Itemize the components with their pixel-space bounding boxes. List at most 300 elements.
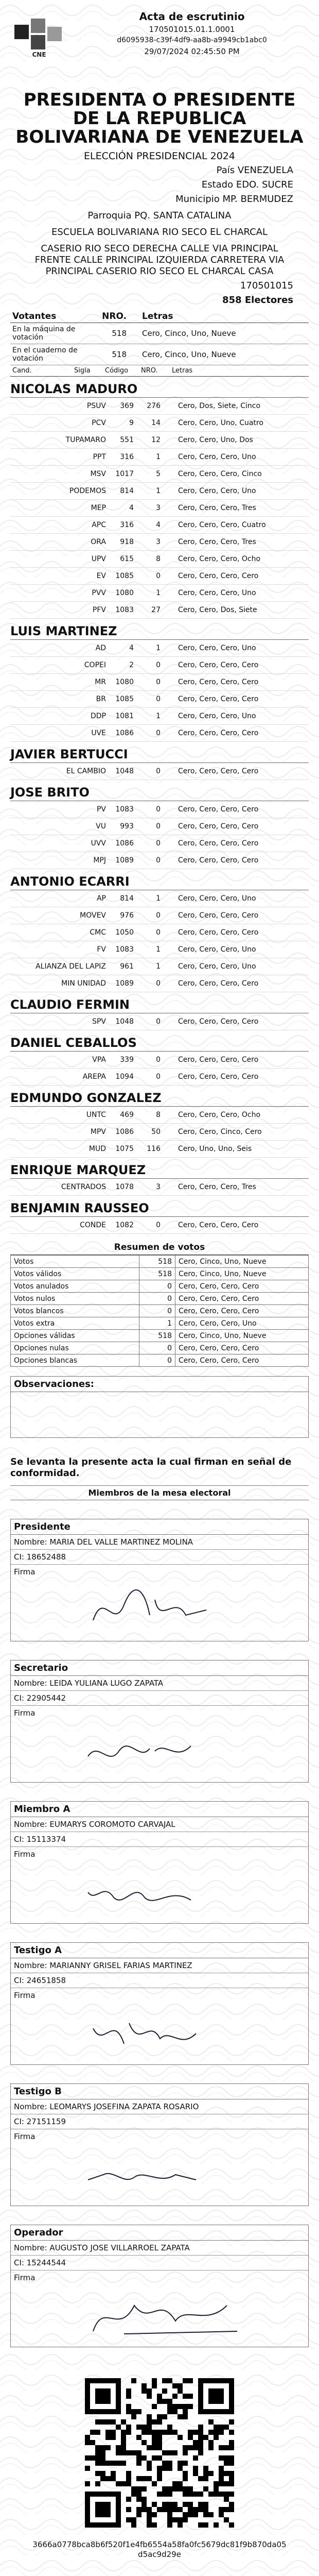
resumen-label: Opciones blancas [11, 1354, 139, 1367]
party-votes: 1 [156, 712, 161, 720]
party-votes: 8 [156, 555, 161, 563]
observaciones-box [10, 1376, 309, 1438]
party-row [10, 602, 309, 619]
cne-logo-icon [10, 14, 68, 59]
party-row [10, 500, 309, 517]
party-row [10, 852, 309, 869]
party-votes: 1 [156, 487, 161, 495]
party-votes-words: Cero, Cero, Cero, Cero [178, 661, 259, 669]
party-votes: 8 [156, 1111, 161, 1119]
qr-code-icon [85, 2378, 234, 2528]
party-name: MPJ [93, 856, 106, 865]
resumen-words: Cero, Cero, Cero, Cero [175, 1354, 309, 1367]
signing-note: Se levanta la presente acta la cual firman en señal de conformidad. [10, 1456, 292, 1479]
party-name: PSUV [86, 402, 106, 410]
member-signature-label: Firma [14, 2273, 36, 2282]
party-sigla: 1094 [115, 1073, 134, 1081]
party-votes: 0 [156, 822, 161, 831]
member-name: Nombre: MARIANNY GRISEL FARIAS MARTINEZ [11, 1958, 308, 1973]
party-sigla: 1083 [115, 805, 134, 814]
party-sigla: 1080 [115, 589, 134, 597]
party-sigla: 1083 [115, 606, 134, 614]
resumen-words: Cero, Cero, Cero, Uno [175, 1317, 309, 1330]
party-votes-words: Cero, Cero, Uno, Dos [178, 436, 253, 444]
acta-uuid: d6095938-c39f-4df9-aa8b-a9949cb1abc0 [117, 36, 267, 44]
party-row [10, 763, 309, 780]
party-name: AP [96, 894, 106, 903]
party-sigla: 4 [129, 504, 134, 512]
party-votes: 3 [156, 538, 161, 546]
member-signature-label: Firma [14, 1567, 36, 1577]
party-name: COPEI [84, 661, 106, 669]
resumen-row [11, 1268, 309, 1280]
party-name: UNTC [86, 1111, 106, 1119]
acta-hash: 3666a0778bca8b6f520f1e4fb6554a58fa0fc5679dc81f9b870da05d5ac9d29e [32, 2540, 287, 2559]
party-votes-words: Cero, Cero, Cero, Uno [178, 962, 256, 971]
party-sigla: 1082 [115, 1221, 134, 1229]
member-signature-label: Firma [14, 2132, 36, 2141]
election-office-title: PRESIDENTA O PRESIDENTE DE LA REPUBLICA BOLIVARIANA DE VENEZUELA [15, 90, 304, 147]
sub-sigla: Sigla [74, 367, 91, 375]
party-name: UPV [91, 555, 106, 563]
party-sigla: 615 [120, 555, 134, 563]
party-row [10, 551, 309, 568]
party-row [10, 483, 309, 500]
resumen-row [11, 1317, 309, 1330]
party-votes-words: Cero, Cero, Cero, Cero [178, 678, 259, 686]
party-row [10, 958, 309, 975]
party-row [10, 725, 309, 742]
resumen-num: 0 [139, 1280, 175, 1293]
party-name: BR [96, 695, 106, 703]
party-sigla: 1078 [115, 1183, 134, 1191]
party-name: ORA [91, 538, 106, 546]
candidate-name: ENRIQUE MARQUEZ [10, 1161, 309, 1179]
party-votes: 1 [156, 644, 161, 652]
party-votes-words: Cero, Cero, Cero, Cinco [178, 470, 262, 478]
candidate-name: DANIEL CEBALLOS [10, 1033, 309, 1052]
party-name: AD [95, 644, 106, 652]
party-row [10, 674, 309, 691]
member-card [10, 1942, 309, 2065]
party-votes-words: Cero, Cero, Cero, Uno [178, 945, 256, 954]
party-votes-words: Cero, Cero, Cero, Cero [178, 572, 259, 580]
party-sigla: 369 [120, 402, 134, 410]
resumen-label: Votos válidos [11, 1268, 139, 1280]
resumen-words: Cero, Cero, Cero, Cero [175, 1305, 309, 1317]
party-row [10, 432, 309, 449]
sub-letras: Letras [172, 367, 193, 375]
party-name: FV [97, 945, 106, 954]
resumen-words: Cero, Cero, Cero, Cero [175, 1293, 309, 1305]
party-votes-words: Cero, Cero, Cero, Ocho [178, 1111, 261, 1119]
member-signature [11, 1579, 308, 1641]
votantes-words: Cero, Cinco, Uno, Nueve [129, 323, 309, 344]
party-name: MOVEV [80, 911, 106, 920]
resumen-words: Cero, Cinco, Uno, Nueve [175, 1256, 309, 1268]
party-name: PODEMOS [69, 487, 106, 495]
party-row [10, 941, 309, 958]
party-name: PV [96, 805, 106, 814]
resumen-label: Votos blancos [11, 1305, 139, 1317]
member-signature [11, 2144, 308, 2206]
resumen-row [11, 1256, 309, 1268]
sub-cand: Cand. [12, 367, 32, 375]
member-signature-label: Firma [14, 1850, 36, 1859]
party-name: MUD [88, 1145, 106, 1153]
party-row [10, 1107, 309, 1124]
party-name: VU [96, 822, 106, 831]
party-votes-words: Cero, Cero, Cero, Uno [178, 453, 256, 461]
party-row [10, 975, 309, 992]
party-votes: 0 [156, 928, 161, 937]
party-votes-words: Cero, Cero, Dos, Siete [178, 606, 257, 614]
location-parish: Parroquia PQ. SANTA CATALINA [87, 210, 232, 221]
party-name: SPV [92, 1018, 106, 1026]
member-role: Testigo A [11, 1943, 308, 1958]
party-row [10, 801, 309, 818]
resumen-row [11, 1342, 309, 1354]
party-sigla: 1048 [115, 767, 134, 775]
party-name: PPT [93, 453, 106, 461]
votantes-words: Cero, Cinco, Uno, Nueve [129, 344, 309, 365]
party-row [10, 1069, 309, 1086]
resumen-label: Opciones nulas [11, 1342, 139, 1354]
member-name: Nombre: LEOMARYS JOSEFINA ZAPATA ROSARIO [11, 2099, 308, 2114]
resumen-num: 518 [139, 1268, 175, 1280]
resumen-label: Votos [11, 1256, 139, 1268]
party-votes-words: Cero, Cero, Uno, Cuatro [178, 419, 263, 427]
party-votes-words: Cero, Cero, Cero, Cero [178, 1056, 259, 1064]
party-row [10, 1013, 309, 1030]
candidate-block [10, 1033, 309, 1086]
member-signature-label: Firma [14, 1991, 36, 2000]
party-name: MSV [90, 470, 106, 478]
party-votes: 0 [156, 1018, 161, 1026]
party-votes-words: Cero, Cero, Cero, Cero [178, 729, 259, 737]
candidate-name: LUIS MARTINEZ [10, 622, 309, 640]
party-votes: 27 [151, 606, 161, 614]
location-municipality: Municipio MP. BERMUDEZ [175, 194, 293, 205]
party-name: UVE [91, 729, 106, 737]
col-letras: Letras [129, 310, 309, 323]
party-row [10, 890, 309, 907]
party-name: TUPAMARO [65, 436, 106, 444]
candidate-name: JAVIER BERTUCCI [10, 745, 309, 763]
location-state: Estado EDO. SUCRE [201, 179, 293, 190]
candidate-block [10, 1161, 309, 1196]
party-votes-words: Cero, Cero, Cero, Tres [178, 504, 256, 512]
party-votes: 0 [156, 856, 161, 865]
resumen-label: Opciones válidas [11, 1330, 139, 1342]
party-sigla: 1050 [115, 928, 134, 937]
resumen-num: 0 [139, 1305, 175, 1317]
members-list [10, 1519, 309, 2347]
party-row [10, 640, 309, 657]
party-votes: 4 [156, 521, 161, 529]
party-row [10, 449, 309, 466]
party-row [10, 1141, 309, 1158]
party-sigla: 961 [120, 962, 134, 971]
party-votes: 1 [156, 945, 161, 954]
member-signature [11, 1720, 308, 1782]
member-ci: CI: 22905442 [11, 1691, 308, 1706]
party-votes-words: Cero, Cero, Cero, Cuatro [178, 521, 266, 529]
candidate-name: JOSE BRITO [10, 783, 309, 801]
party-votes-words: Cero, Cero, Cero, Cero [178, 911, 259, 920]
party-row [10, 657, 309, 674]
acta-header [10, 8, 309, 86]
member-signature [11, 2285, 308, 2347]
party-votes-words: Cero, Cero, Cero, Cero [178, 1018, 259, 1026]
votantes-label: En la máquina de votación [10, 323, 98, 344]
party-row [10, 835, 309, 852]
member-card [10, 1660, 309, 1783]
party-votes: 12 [151, 436, 161, 444]
resumen-label: Votos extra [11, 1317, 139, 1330]
party-votes-words: Cero, Cero, Cero, Ocho [178, 555, 261, 563]
party-sigla: 814 [120, 894, 134, 903]
party-votes: 3 [156, 1183, 161, 1191]
votantes-num: 518 [98, 344, 129, 365]
sub-nro: NRO. [141, 367, 158, 375]
member-signature [11, 1861, 308, 1923]
party-sigla: 316 [120, 453, 134, 461]
party-votes: 0 [156, 1073, 161, 1081]
resumen-num: 518 [139, 1256, 175, 1268]
party-sigla: 1075 [115, 1145, 134, 1153]
party-votes-words: Cero, Cero, Cero, Cero [178, 805, 259, 814]
signature-icon [73, 2144, 319, 2206]
party-votes-words: Cero, Cero, Cero, Cero [178, 856, 259, 865]
party-sigla: 1048 [115, 1018, 134, 1026]
signature-icon [73, 1579, 319, 1641]
party-row [10, 568, 309, 585]
party-name: MR [95, 678, 106, 686]
party-votes-words: Cero, Cero, Cero, Cero [178, 822, 259, 831]
resumen-row [11, 1330, 309, 1342]
party-votes-words: Cero, Cero, Cero, Cero [178, 839, 259, 848]
party-sigla: 1085 [115, 695, 134, 703]
party-sigla: 551 [120, 436, 134, 444]
candidate-block [10, 380, 309, 619]
party-name: APC [92, 521, 106, 529]
member-signature-label: Firma [14, 1708, 36, 1718]
party-votes: 1 [156, 894, 161, 903]
candidate-subheader [10, 365, 309, 377]
party-name: CONDE [80, 1221, 106, 1229]
member-name: Nombre: MARIA DEL VALLE MARTINEZ MOLINA [11, 1535, 308, 1550]
candidate-block [10, 995, 309, 1030]
party-sigla: 1089 [115, 979, 134, 988]
party-votes: 0 [156, 678, 161, 686]
member-card [10, 1801, 309, 1924]
resumen-words: Cero, Cero, Cero, Cero [175, 1342, 309, 1354]
party-votes: 1 [156, 589, 161, 597]
votantes-row [10, 323, 309, 344]
party-sigla: 4 [129, 644, 134, 652]
candidate-name: EDMUNDO GONZALEZ [10, 1089, 309, 1107]
party-row [10, 415, 309, 432]
votantes-row [10, 344, 309, 365]
party-votes: 0 [156, 767, 161, 775]
party-sigla: 1086 [115, 839, 134, 848]
resumen-num: 0 [139, 1354, 175, 1367]
member-ci: CI: 27151159 [11, 2114, 308, 2129]
party-votes-words: Cero, Cero, Cero, Uno [178, 894, 256, 903]
member-card [10, 2225, 309, 2347]
party-sigla: 316 [120, 521, 134, 529]
resumen-row [11, 1354, 309, 1367]
resumen-words: Cero, Cinco, Uno, Nueve [175, 1268, 309, 1280]
party-votes: 1 [156, 962, 161, 971]
candidate-name: ANTONIO ECARRI [10, 872, 309, 890]
party-name: EL CAMBIO [66, 767, 106, 775]
party-row [10, 466, 309, 483]
party-name: VPA [92, 1056, 106, 1064]
member-role: Miembro A [11, 1802, 308, 1817]
party-votes: 5 [156, 470, 161, 478]
party-votes-words: Cero, Uno, Uno, Seis [178, 1145, 252, 1153]
resumen-words: Cero, Cinco, Uno, Nueve [175, 1330, 309, 1342]
location-address: CASERIO RIO SECO DERECHA CALLE VIA PRINCIPAL FRENTE CALLE PRINCIPAL IZQUIERDA CARRETERA VIA PRINCIPAL CASERIO RIO SECO EL CHARCAL CASA [34, 243, 285, 277]
party-row [10, 691, 309, 708]
party-votes: 3 [156, 504, 161, 512]
votantes-label: En el cuaderno de votación [10, 344, 98, 365]
party-votes: 0 [156, 729, 161, 737]
member-role: Secretario [11, 1660, 308, 1676]
party-name: AREPA [82, 1073, 106, 1081]
party-name: EV [96, 572, 106, 580]
member-card [10, 2083, 309, 2206]
resumen-title: Resumen de votos [10, 1242, 309, 1255]
members-title: Miembros de la mesa electoral [10, 1485, 309, 1500]
signature-icon [73, 2285, 319, 2347]
party-name: UVV [91, 839, 106, 848]
party-sigla: 339 [120, 1056, 134, 1064]
member-name: Nombre: EUMARYS COROMOTO CARVAJAL [11, 1817, 308, 1832]
member-ci: CI: 15244544 [11, 2256, 308, 2270]
resumen-num: 1 [139, 1317, 175, 1330]
party-votes-words: Cero, Cero, Cero, Uno [178, 644, 256, 652]
member-name: Nombre: LEIDA YULIANA LUGO ZAPATA [11, 1676, 308, 1691]
party-name: PVV [92, 589, 106, 597]
party-sigla: 1081 [115, 712, 134, 720]
party-sigla: 1089 [115, 856, 134, 865]
resumen-num: 0 [139, 1342, 175, 1354]
member-role: Operador [11, 2225, 308, 2241]
location-country: País VENEZUELA [216, 165, 293, 176]
signature-icon [73, 2003, 319, 2064]
party-votes: 116 [147, 1145, 161, 1153]
center-code: 170501015 [240, 280, 293, 291]
party-name: PCV [92, 419, 106, 427]
party-sigla: 9 [129, 419, 134, 427]
candidate-name: NICOLAS MADURO [10, 380, 309, 398]
party-sigla: 1086 [115, 1128, 134, 1136]
party-row [10, 517, 309, 534]
party-row [10, 708, 309, 725]
resumen-row [11, 1305, 309, 1317]
party-sigla: 469 [120, 1111, 134, 1119]
party-votes-words: Cero, Cero, Cero, Tres [178, 538, 256, 546]
party-sigla: 1080 [115, 678, 134, 686]
member-ci: CI: 15113374 [11, 1832, 308, 1847]
candidate-block [10, 1089, 309, 1158]
resumen-label: Votos nulos [11, 1293, 139, 1305]
party-row [10, 1217, 309, 1234]
party-votes: 50 [151, 1128, 161, 1136]
resumen-table [10, 1255, 309, 1367]
party-sigla: 1085 [115, 572, 134, 580]
party-sigla: 814 [120, 487, 134, 495]
svg-text:CNE: CNE [32, 51, 46, 58]
member-ci: CI: 24651858 [11, 1973, 308, 1988]
party-sigla: 993 [120, 822, 134, 831]
party-votes: 0 [156, 1221, 161, 1229]
party-votes-words: Cero, Cero, Cero, Cero [178, 1221, 259, 1229]
party-votes-words: Cero, Cero, Cero, Uno [178, 712, 256, 720]
member-ci: CI: 18652488 [11, 1550, 308, 1565]
party-row [10, 1124, 309, 1141]
sub-codigo: Código [105, 367, 129, 375]
candidate-block [10, 1199, 309, 1234]
party-name: ALIANZA DEL LAPIZ [36, 962, 106, 971]
party-row [10, 1052, 309, 1069]
votantes-table [10, 310, 309, 365]
party-row [10, 398, 309, 415]
party-name: MEP [91, 504, 106, 512]
party-votes: 0 [156, 695, 161, 703]
member-name: Nombre: AUGUSTO JOSE VILLARROEL ZAPATA [11, 2241, 308, 2256]
party-row [10, 907, 309, 924]
party-votes: 0 [156, 805, 161, 814]
member-role: Presidente [11, 1519, 308, 1535]
votantes-num: 518 [98, 323, 129, 344]
party-row [10, 818, 309, 835]
candidate-block [10, 872, 309, 992]
party-votes-words: Cero, Cero, Cero, Uno [178, 589, 256, 597]
col-nro: NRO. [98, 310, 129, 323]
party-votes-words: Cero, Dos, Siete, Cinco [178, 402, 261, 410]
party-row [10, 534, 309, 551]
acta-title: Acta de escrutinio [139, 10, 245, 23]
party-name: CENTRADOS [61, 1183, 106, 1191]
candidate-block [10, 783, 309, 869]
party-votes-words: Cero, Cero, Cero, Cero [178, 767, 259, 775]
party-votes-words: Cero, Cero, Cero, Cero [178, 1073, 259, 1081]
party-row [10, 924, 309, 941]
resumen-row [11, 1280, 309, 1293]
member-signature [11, 2003, 308, 2064]
signature-icon [73, 1861, 319, 1923]
party-sigla: 976 [120, 911, 134, 920]
signature-icon [73, 1720, 319, 1782]
party-name: CMC [90, 928, 106, 937]
resumen-row [11, 1293, 309, 1305]
party-row [10, 1179, 309, 1196]
candidate-block [10, 622, 309, 742]
resumen-num: 518 [139, 1330, 175, 1342]
electores-count: 858 Electores [222, 295, 293, 306]
party-votes: 1 [156, 453, 161, 461]
party-votes: 14 [151, 419, 161, 427]
resumen-label: Votos anulados [11, 1280, 139, 1293]
member-card [10, 1519, 309, 1641]
party-row [10, 585, 309, 602]
party-votes: 0 [156, 911, 161, 920]
party-sigla: 1017 [115, 470, 134, 478]
